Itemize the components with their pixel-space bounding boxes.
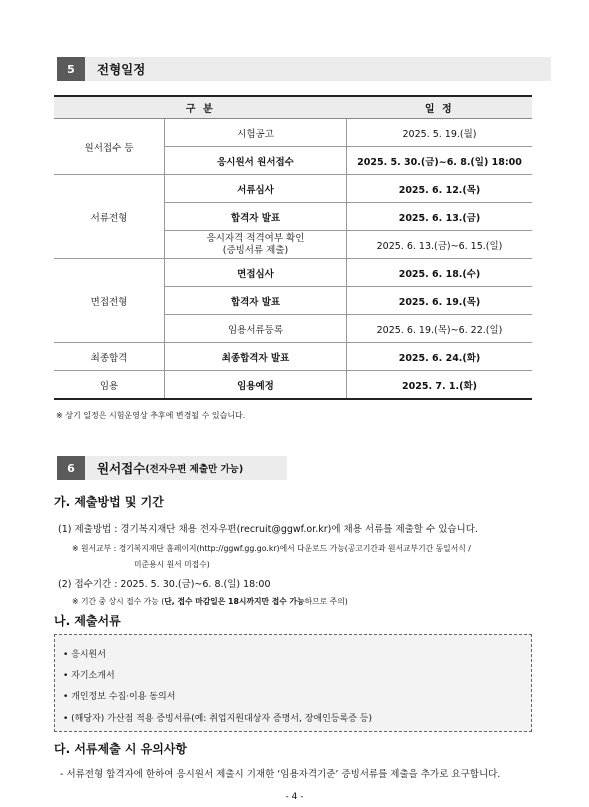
da-heading: 다. 서류제출 시 유의사항 <box>54 742 188 756</box>
header-date: 일 정 <box>347 96 533 119</box>
date-cell: 2025. 5. 19.(월) <box>347 119 533 147</box>
table-row <box>54 371 532 400</box>
item-cell: 임용예정 <box>165 371 347 400</box>
date-cell: 2025. 6. 13.(금)~6. 15.(일) <box>347 231 533 259</box>
header-category: 구 분 <box>54 96 347 119</box>
period-note <box>72 596 348 607</box>
group-cell: 서류전형 <box>54 175 165 259</box>
page-number: - 4 - <box>285 792 304 802</box>
table-row <box>54 343 532 371</box>
table-row <box>54 119 532 147</box>
da-line: - 서류전형 합격자에 한하여 응시원서 제출시 기재한 ‘임용자격기준’ 증빙서류를 제출을 추가로 요구합니다. <box>60 769 501 780</box>
schedule-note: ※ 상기 일정은 시험운영상 추후에 변경될 수 있습니다. <box>56 411 246 420</box>
section-6-header <box>57 456 287 480</box>
item-cell: 서류심사 <box>165 175 347 203</box>
table-row <box>54 175 532 203</box>
section-5-title: 전형일정 <box>85 57 551 81</box>
schedule-table <box>54 95 532 400</box>
ga-heading: 가. 제출방법 및 기간 <box>54 495 164 509</box>
table-row <box>54 259 532 287</box>
date-cell: 2025. 6. 12.(목) <box>347 175 533 203</box>
period-note-bold: 단, 접수 마감일은 18시까지만 접수 가능 <box>164 597 305 606</box>
list-item: • (해당자) 가산점 적용 증빙서류(예: 취업지원대상자 증명서, 장애인등록증 등) <box>63 711 372 724</box>
group-cell: 임용 <box>54 371 165 400</box>
item-cell: 응시자격 적격여부 확인 (증빙서류 제출) <box>165 231 347 259</box>
section-6-subtitle: (전자우편 제출만 가능) <box>145 464 244 475</box>
documents-box <box>54 634 532 732</box>
section-5-header <box>57 57 551 81</box>
list-item: • 자기소개서 <box>63 668 115 681</box>
section-6-title-bar <box>85 456 287 480</box>
submission-method: (1) 제출방법 : 경기복지재단 채용 전자우편(recruit@ggwf.or.kr)에 채용 서류를 제출할 수 있습니다. <box>58 524 478 535</box>
item-cell: 면접심사 <box>165 259 347 287</box>
form-distribution-note: ※ 원서교부 : 경기복지재단 홈페이지(http://ggwf.gg.go.kr)에서 다운로드 가능(공고기간과 원서교부기간 동일서식 / <box>72 544 471 553</box>
na-heading: 나. 제출서류 <box>54 614 121 628</box>
section-6-title: 원서접수 <box>97 461 146 476</box>
item-cell: 시험공고 <box>165 119 347 147</box>
item-cell: 응시원서 원서접수 <box>165 147 347 175</box>
date-cell: 2025. 6. 18.(수) <box>347 259 533 287</box>
date-cell: 2025. 7. 1.(화) <box>347 371 533 400</box>
date-cell: 2025. 6. 19.(목)~6. 22.(일) <box>347 315 533 343</box>
item-cell: 합격자 발표 <box>165 287 347 315</box>
item-cell: 최종합격자 발표 <box>165 343 347 371</box>
period-note-post: 하므로 주의) <box>304 597 348 606</box>
item-cell: 임용서류등록 <box>165 315 347 343</box>
date-cell: 2025. 6. 13.(금) <box>347 203 533 231</box>
item-cell: 합격자 발표 <box>165 203 347 231</box>
date-cell: 2025. 6. 19.(목) <box>347 287 533 315</box>
list-item: • 응시원서 <box>63 647 106 660</box>
group-cell: 원서접수 등 <box>54 119 165 175</box>
group-cell: 면접전형 <box>54 259 165 343</box>
date-cell: 2025. 5. 30.(금)~6. 8.(일) 18:00 <box>347 147 533 175</box>
group-cell: 최종합격 <box>54 343 165 371</box>
list-item: • 개인정보 수집·이용 동의서 <box>63 689 175 702</box>
section-5-number: 5 <box>57 57 85 81</box>
submission-period: (2) 접수기간 : 2025. 5. 30.(금)~6. 8.(일) 18:00 <box>58 579 271 590</box>
form-distribution-note-cont: 미준용시 원서 미접수) <box>134 560 210 569</box>
section-6-number: 6 <box>57 456 85 480</box>
date-cell: 2025. 6. 24.(화) <box>347 343 533 371</box>
period-note-pre: ※ 기간 중 상시 접수 가능 ( <box>72 597 165 606</box>
